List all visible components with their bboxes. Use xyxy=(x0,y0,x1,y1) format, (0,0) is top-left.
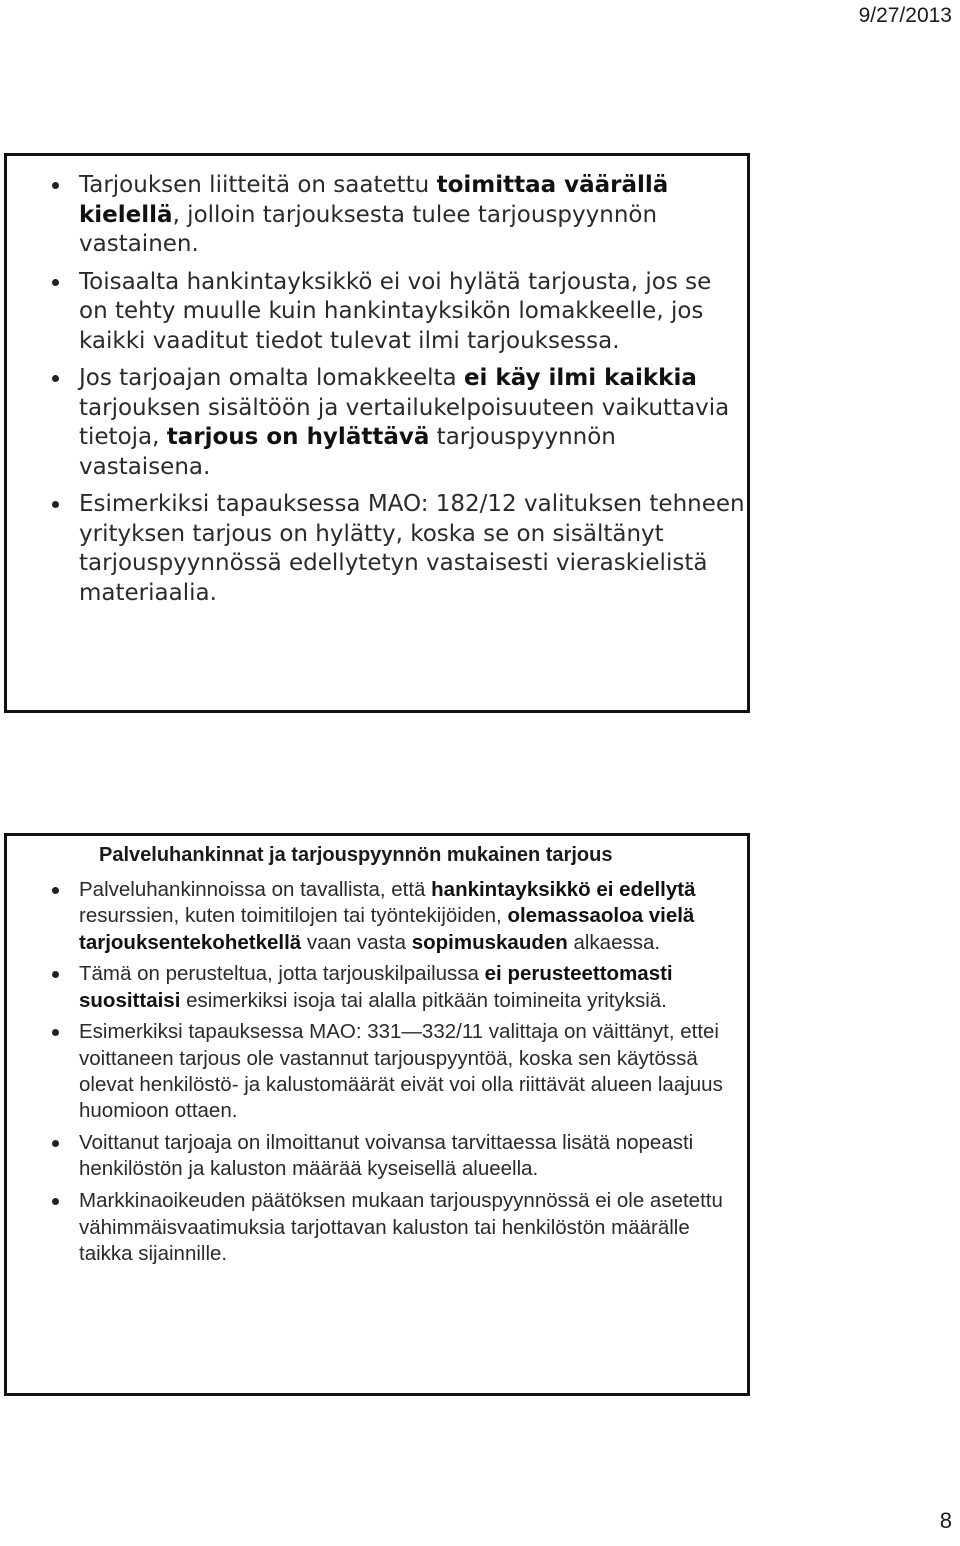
bullet-text: Tarjouksen liitteitä on saatettu xyxy=(79,172,437,198)
bullet-dot-icon xyxy=(52,501,59,508)
bullet-dot-icon xyxy=(52,1029,59,1036)
slide-1-bullet-list xyxy=(79,171,747,616)
bullet-dot-icon xyxy=(52,375,59,382)
bullet-dot-icon xyxy=(52,1198,59,1205)
slide-2 xyxy=(4,833,750,1396)
bullet-text-bold: sopimuskauden xyxy=(411,930,568,954)
bullet-item xyxy=(79,1188,739,1267)
bullet-text: tarjouksen sisältöön ja vertailukelpoisuuteen vaikuttavia tietoja, xyxy=(79,394,730,450)
bullet-text: Esimerkiksi tapauksessa MAO: 182/12 valituksen tehneen yrityksen tarjous on hylätty, koska se on sisältänyt tarjouspyynnössä edellytetyn vastaisesti vieraskielistä materiaalia. xyxy=(79,491,745,606)
bullet-text: , jolloin tarjouksesta tulee tarjouspyynnön vastainen. xyxy=(79,201,658,257)
bullet-dot-icon xyxy=(52,182,59,189)
bullet-item xyxy=(79,1019,739,1124)
bullet-text: Voittanut tarjoaja on ilmoittanut voivansa tarvittaessa lisätä nopeasti henkilöstön ja kaluston määrää kyseisellä alueella. xyxy=(79,1131,694,1181)
bullet-item xyxy=(79,268,747,357)
bullet-item xyxy=(79,1130,739,1183)
slide-2-title: Palveluhankinnat ja tarjouspyynnön mukainen tarjous xyxy=(99,844,613,866)
bullet-text: resurssien, kuten toimitilojen tai työntekijöiden, xyxy=(79,904,508,928)
bullet-dot-icon xyxy=(52,971,59,978)
bullet-dot-icon xyxy=(52,279,59,286)
bullet-text-bold: hankintayksikkö ei edellytä xyxy=(431,878,696,901)
bullet-item xyxy=(79,961,739,1014)
bullet-item xyxy=(79,364,747,482)
bullet-text-bold: olemassaoloa vielä tarjouksentekohetkellä xyxy=(79,904,695,954)
slide-1 xyxy=(4,153,750,713)
bullet-text-bold: tarjous on hylättävä xyxy=(166,424,430,450)
bullet-text-bold: toimittaa väärällä kielellä xyxy=(79,172,669,228)
bullet-text: alkaessa. xyxy=(567,930,661,954)
bullet-text: Tämä on perusteltua, jotta tarjouskilpailussa xyxy=(79,962,485,986)
bullet-item xyxy=(79,171,747,260)
bullet-text: Toisaalta hankintayksikkö ei voi hylätä tarjousta, jos se on tehty muulle kuin hankintayksikön lomakkeelle, jos kaikki vaaditut tiedot tulevat ilmi tarjouksessa. xyxy=(79,268,712,354)
slide-2-bullet-list xyxy=(79,877,739,1273)
bullet-dot-icon xyxy=(52,1140,59,1147)
bullet-text-bold: ei perusteettomasti suosittaisi xyxy=(79,962,673,1012)
bullet-item xyxy=(79,490,747,608)
page-number: 8 xyxy=(939,1508,952,1533)
bullet-text: tarjouspyynnön vastaisena. xyxy=(79,424,616,480)
print-date: 9/27/2013 xyxy=(858,4,952,27)
bullet-text: Markkinaoikeuden päätöksen mukaan tarjouspyynnössä ei ole asetettu vähimmäisvaatimuksia tarjottavan kaluston tai henkilöstön määrälle taikka sijainnille. xyxy=(79,1189,723,1265)
bullet-text: Esimerkiksi tapauksessa MAO: 331—332/11 valittaja on väittänyt, ettei voittaneen tarjous ole vastannut tarjouspyyntöä, koska sen käytössä olevat henkilöstö- ja kalustomäärät eivät voi olla riittävät alueen laajuus huomioon ottaen. xyxy=(79,1020,723,1123)
bullet-text: esimerkiksi isoja tai alalla pitkään toimineita yrityksiä. xyxy=(180,988,667,1012)
bullet-text: Jos tarjoajan omalta lomakkeelta xyxy=(79,365,464,391)
bullet-text: vaan vasta xyxy=(301,930,412,954)
bullet-text: Palveluhankinnoissa on tavallista, että xyxy=(79,878,432,901)
bullet-dot-icon xyxy=(52,887,59,894)
bullet-text-bold: ei käy ilmi kaikkia xyxy=(463,365,697,391)
bullet-item xyxy=(79,877,739,956)
